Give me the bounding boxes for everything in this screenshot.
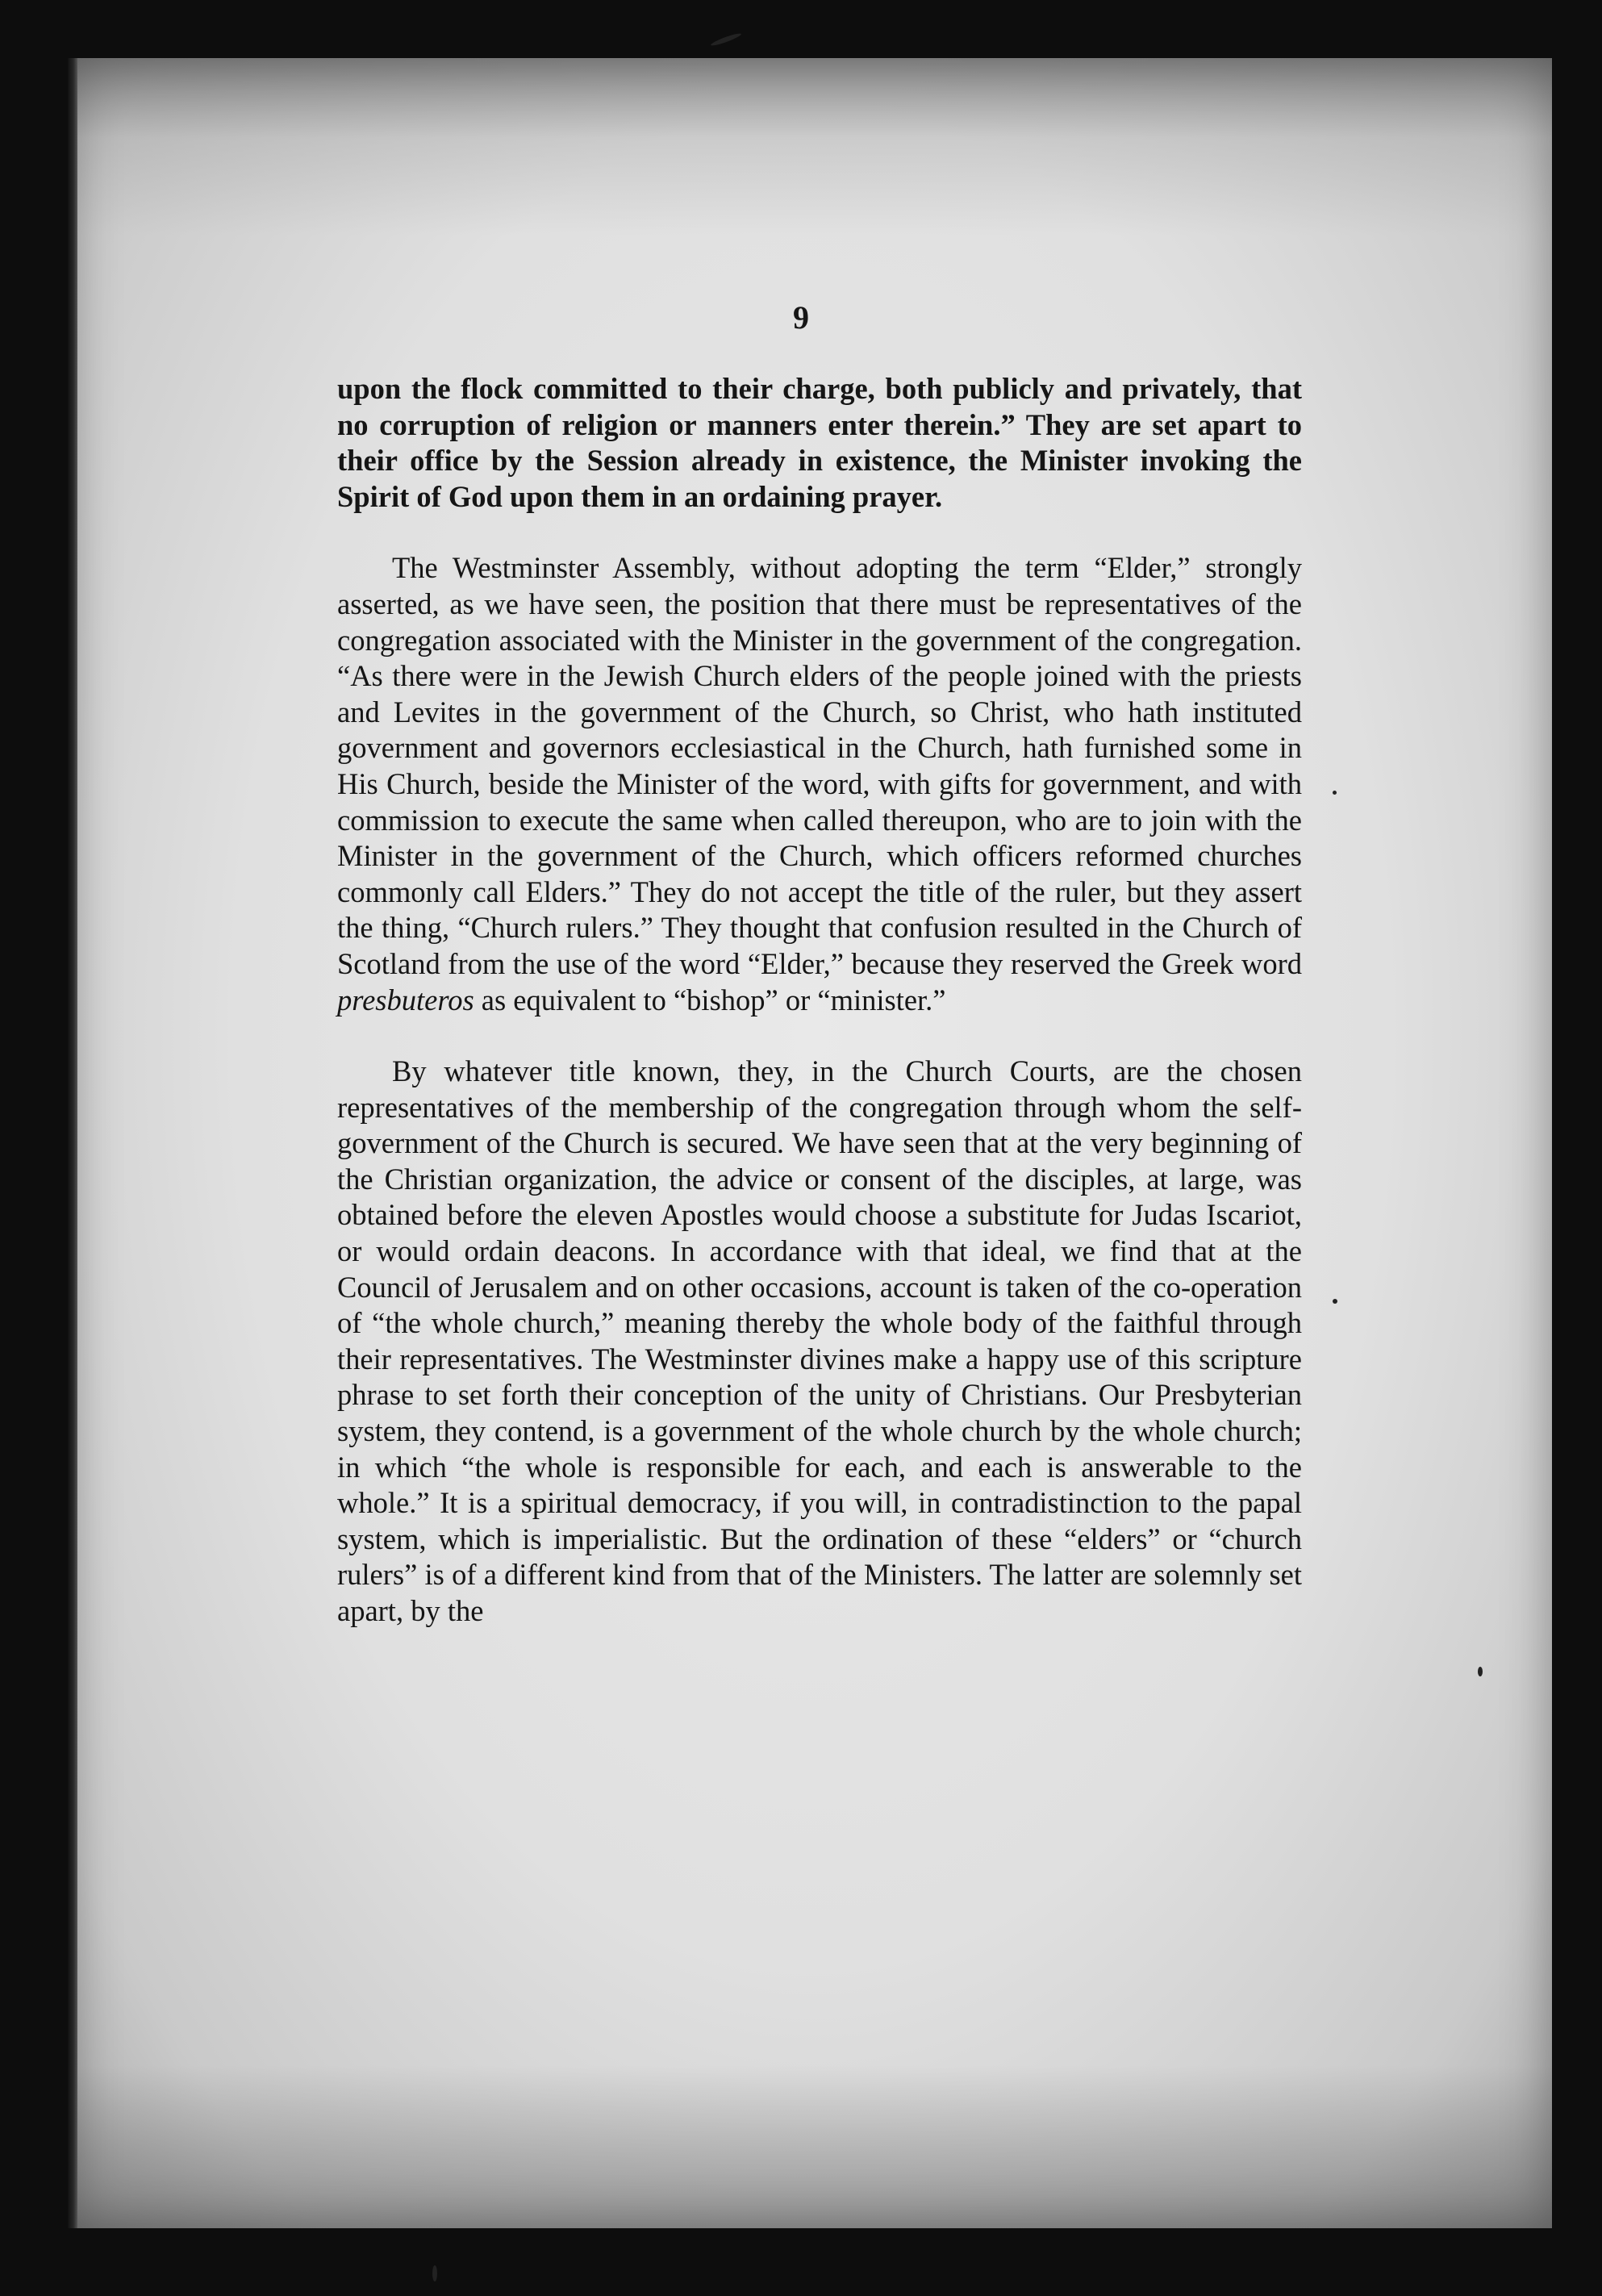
scan-speck <box>1478 1667 1483 1676</box>
scan-speck <box>1333 1299 1337 1304</box>
paragraph-2-text: The Westminster Assembly, without adopting the term “Elder,” strongly asserted, as we have seen, the position that there must be representatives of the congregation associated with the Minister in the government of the congregation. “As there were in the Jewish Church elders of the people joined with the priests and Levites in the government of the Church, so Christ, who hath instituted government and governors ecclesiastical in the Church, hath furnished some in His Church, beside the Minister of the word, with gifts for government, and with commission to execute the same when called thereupon, who are to join with the Minister in the government of the Church, which officers reformed churches commonly call Elders.” They do not accept the title of the ruler, but they assert the thing, “Church rulers.” They thought that confusion resulted in the Church of Scotland from the use of the word “Elder,” because they reserved the Greek word <box>337 551 1302 980</box>
paragraph-2 <box>337 550 1302 1018</box>
scan-speck <box>1333 791 1337 795</box>
page-number: 9 <box>793 299 809 336</box>
paragraph-2-tail: as equivalent to “bishop” or “minister.” <box>474 983 946 1017</box>
paragraph-3: By whatever title known, they, in the Church Courts, are the chosen representatives of the membership of the congregation through whom the self-government of the Church is secured. We have seen that at the very beginning of the Christian organization, the advice or consent of the disciples, at large, was obtained before the eleven Apostles would choose a substitute for Judas Iscariot, or would ordain deacons. In accordance with that ideal, we find that at the Council of Jerusalem and on other occasions, account is taken of the co-operation of “the whole church,” meaning thereby the whole body of the faithful through their representatives. The Westminster divines make a happy use of this scripture phrase to set forth their conception of the unity of Christians. Our Presbyterian system, they contend, is a government of the whole church by the whole church; in which “the whole is responsible for each, and each is answerable to the whole.” It is a spiritual democracy, if you will, in contradistinction to the papal system, which is imperialistic. But the ordination of these “elders” or “church rulers” is of a different kind from that of the Ministers. The latter are solemnly set apart, by the <box>337 1054 1302 1627</box>
book-binding-edge <box>68 58 77 2228</box>
page-body-text <box>337 371 1302 1630</box>
scan-speck <box>432 2265 437 2281</box>
scan-speck <box>710 31 742 47</box>
paragraph-spacer <box>337 515 1302 550</box>
bottom-shadow <box>71 2065 1552 2228</box>
paragraph-1: upon the flock committed to their charge, both publicly and privately, that no corruption of religion or manners enter therein.” They are set apart to their office by the Session already in existence, the Minister invoking the Spirit of God upon them in an ordaining prayer. <box>337 372 1302 513</box>
top-shadow <box>71 58 1552 236</box>
paragraph-spacer <box>337 1018 1302 1054</box>
greek-term: presbuteros <box>337 983 474 1017</box>
